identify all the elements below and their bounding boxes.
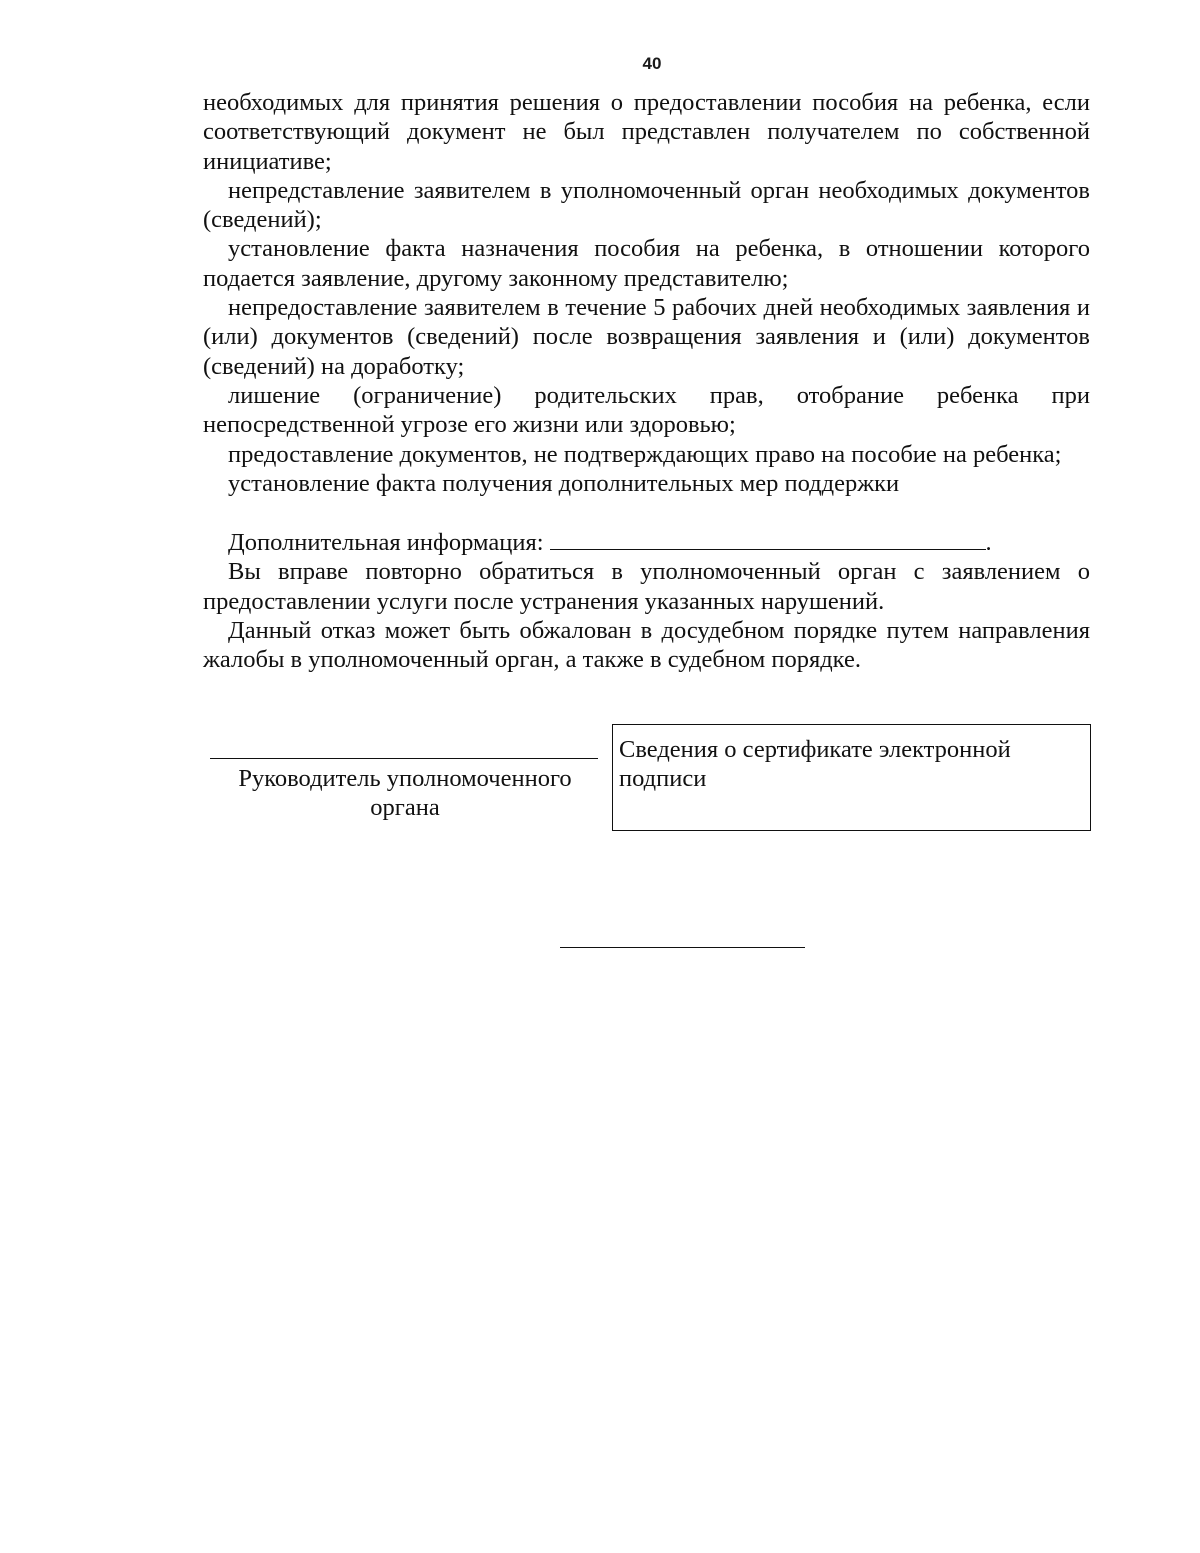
- paragraph-list-item: непредставление заявителем в уполномоченный орган необходимых документов (сведений);: [203, 176, 1090, 234]
- paragraph-list-item: лишение (ограничение) родительских прав, отобрание ребенка при непосредственной угрозе его жизни или здоровью;: [203, 381, 1090, 439]
- paragraph-continuation: необходимых для принятия решения о предоставлении пособия на ребенка, если соответствующий документ не был представлен получателем по собственной инициативе;: [203, 89, 1090, 175]
- paragraph-list-item: непредоставление заявителем в течение 5 рабочих дней необходимых заявления и (или) документов (сведений) после возвращения заявления и (или) документов (сведений) на доработку;: [203, 294, 1090, 380]
- paragraph-appeal: Данный отказ может быть обжалован в досудебном порядке путем направления жалобы в уполномоченный орган, а также в судебном порядке.: [203, 617, 1090, 674]
- signature-line: [210, 730, 598, 759]
- additional-info-terminator: .: [985, 529, 992, 557]
- paragraph-reapply: Вы вправе повторно обратиться в уполномоченный орган с заявлением о предоставлении услуги после устранения указанных нарушений.: [203, 558, 1090, 615]
- footer-rule: [560, 947, 805, 948]
- paragraph-list-item: установление факта назначения пособия на ребенка, в отношении которого подается заявление, другому законному представителю;: [203, 235, 1090, 292]
- signature-caption-line2: органа: [370, 794, 440, 821]
- certificate-info-box: [612, 724, 1091, 831]
- page-number: 40: [642, 54, 662, 73]
- certificate-info-text: Сведения о сертификате электронной подписи: [619, 736, 1011, 792]
- signature-caption: [210, 764, 600, 822]
- paragraph-list-item: установление факта получения дополнительных мер поддержки: [228, 469, 900, 497]
- paragraph-list-item: предоставление документов, не подтверждающих право на пособие на ребенка;: [228, 440, 1062, 468]
- spacer: [203, 498, 1090, 527]
- document-body: [203, 88, 1090, 675]
- additional-info-blank: [550, 527, 986, 550]
- signature-caption-line1: Руководитель уполномоченного: [238, 765, 572, 792]
- additional-info-line: [203, 527, 1090, 557]
- additional-info-label: Дополнительная информация:: [228, 529, 544, 557]
- signature-block: [210, 730, 600, 822]
